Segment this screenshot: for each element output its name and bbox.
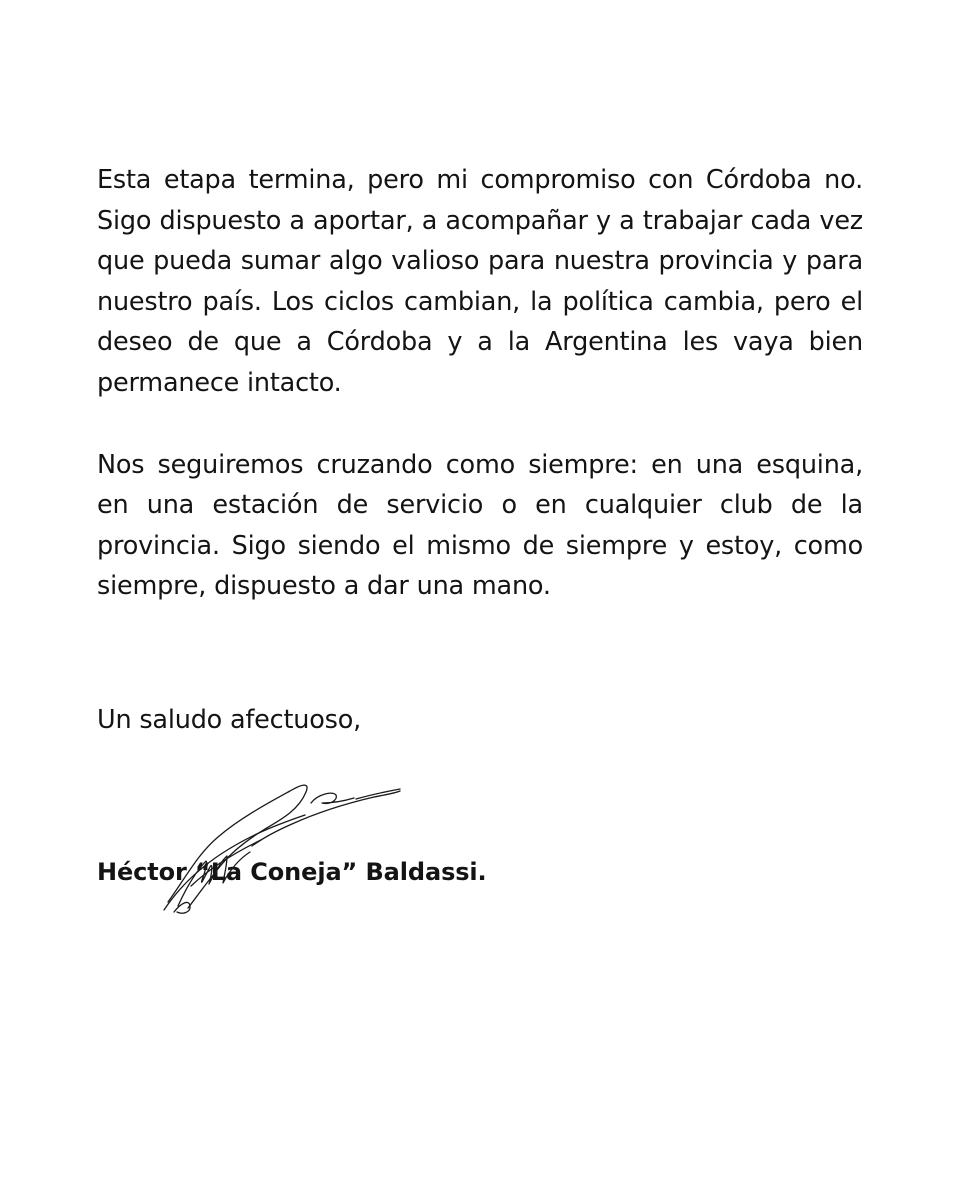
letter-body [97, 160, 863, 607]
handwritten-signature [160, 760, 420, 920]
letter-paragraph-1: Esta etapa termina, pero mi compromiso con Córdoba no. Sigo dispuesto a aportar, a acompañar y a trabajar cada vez que pueda sumar algo valioso para nuestra provincia y para nuestro país. Los ciclos cambian, la política cambia, pero el deseo de que a Córdoba y a la Argentina les vaya bien permanece intacto. [97, 165, 863, 398]
letter-paragraph-2: Nos seguiremos cruzando como siempre: en una esquina, en una estación de servicio o en cualquier club de la provincia. Sigo siendo el mismo de siempre y estoy, como siempre, dispuesto a dar una mano. [97, 449, 863, 602]
letter-closing: Un saludo afectuoso, [97, 705, 362, 735]
signer-name: Héctor “La Coneja” Baldassi. [97, 858, 487, 886]
